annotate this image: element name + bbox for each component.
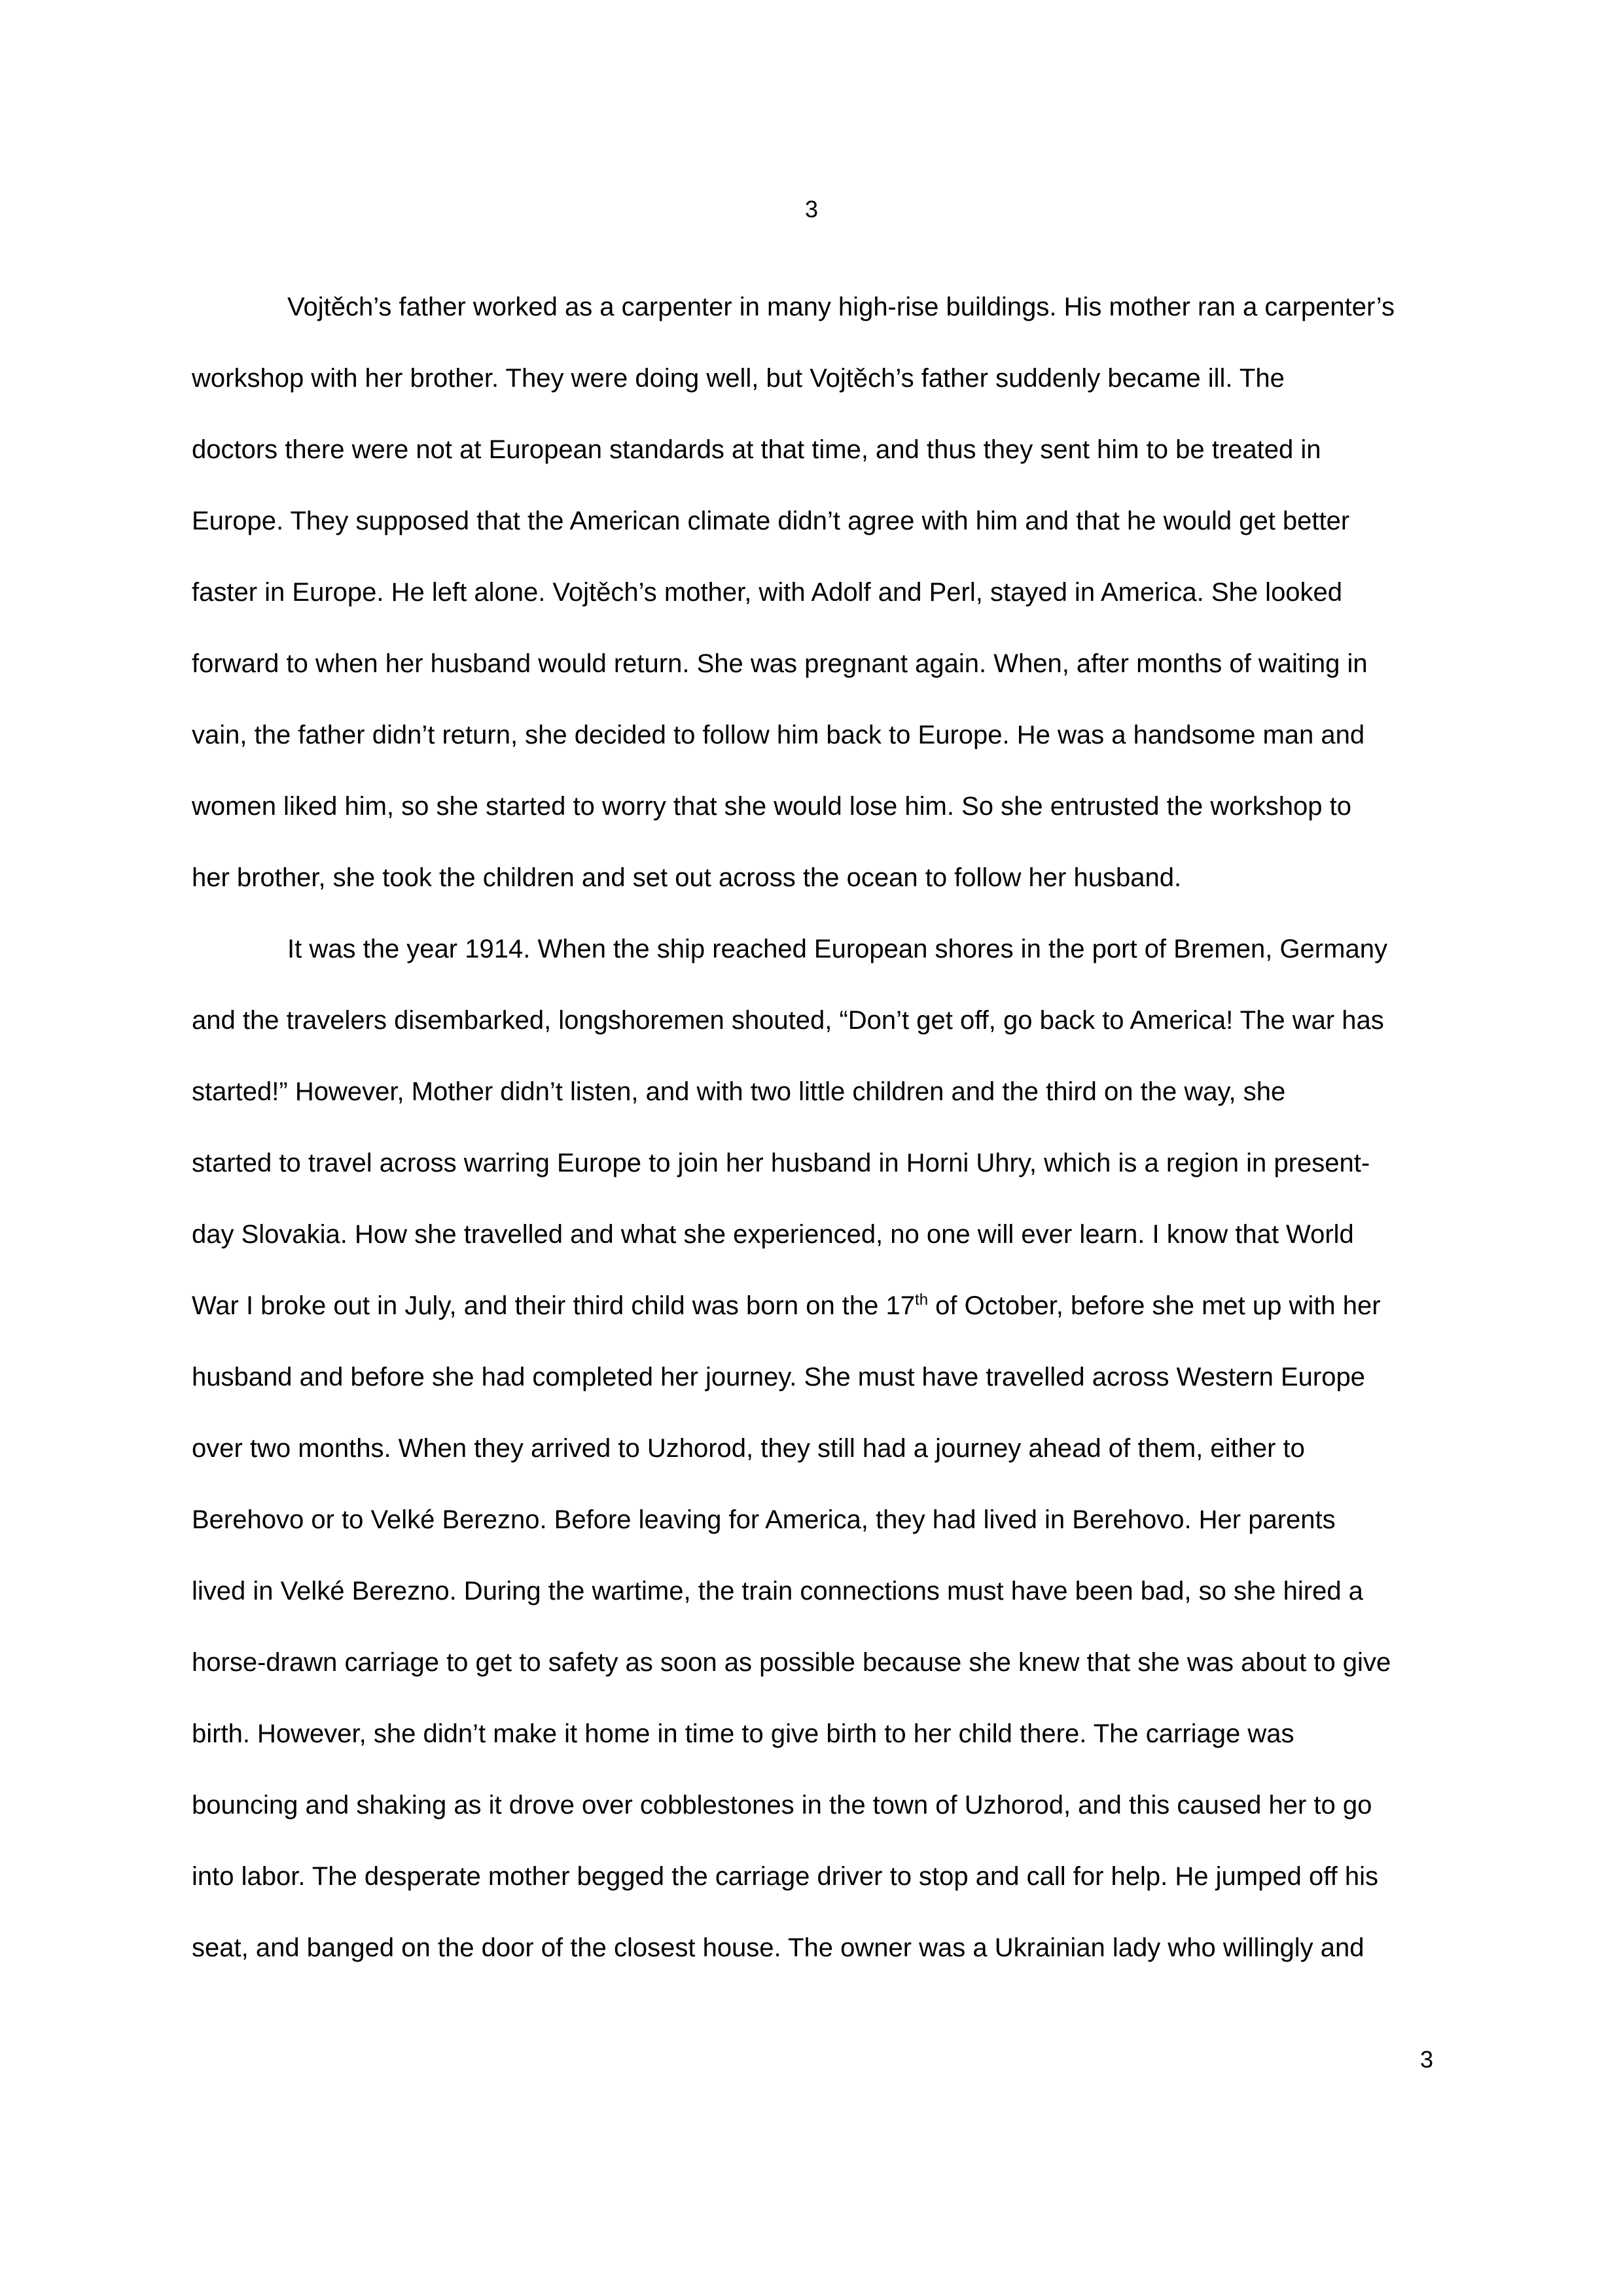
- text-line: Europe. They supposed that the American climate didn’t agree with him and that he would get better: [192, 507, 1350, 535]
- text-line: into labor. The desperate mother begged the carriage driver to stop and call for help. He jumped off his: [192, 1862, 1378, 1891]
- text-line: It was the year 1914. When the ship reached European shores in the port of Bremen, Germany: [287, 935, 1387, 963]
- text-line: started to travel across warring Europe to join her husband in Horni Uhry, which is a region in present-: [192, 1149, 1370, 1177]
- text-line: day Slovakia. How she travelled and what she experienced, no one will ever learn. I know that World: [192, 1220, 1354, 1249]
- text-line: her brother, she took the children and set out across the ocean to follow her husband.: [192, 863, 1182, 892]
- text-line: Berehovo or to Velké Berezno. Before leaving for America, they had lived in Berehovo. Her parents: [192, 1505, 1336, 1534]
- ordinal-superscript: th: [915, 1291, 929, 1309]
- header-page-number: 3: [804, 196, 819, 223]
- document-body: [192, 287, 1435, 1999]
- text-line: bouncing and shaking as it drove over cobblestones in the town of Uzhorod, and this caused her to go: [192, 1791, 1372, 1820]
- text-line: vain, the father didn’t return, she decided to follow him back to Europe. He was a handsome man and: [192, 721, 1365, 749]
- text-line: seat, and banged on the door of the closest house. The owner was a Ukrainian lady who willingly and: [192, 1933, 1364, 1962]
- text-line: women liked him, so she started to worry that she would lose him. So she entrusted the workshop to: [192, 792, 1351, 821]
- text-segment: of October, before she met up with her: [928, 1291, 1381, 1320]
- footer-page-number: 3: [1419, 2046, 1433, 2073]
- text-line: horse-drawn carriage to get to safety as soon as possible because she knew that she was about to give: [192, 1648, 1391, 1677]
- text-line: birth. However, she didn’t make it home in time to give birth to her child there. The carriage was: [192, 1719, 1294, 1748]
- text-line-with-superscript: [192, 1285, 1435, 1357]
- text-line: started!” However, Mother didn’t listen, and with two little children and the third on the way, she: [192, 1077, 1286, 1106]
- text-line: faster in Europe. He left alone. Vojtěch’s mother, with Adolf and Perl, stayed in America. She looked: [192, 578, 1343, 607]
- text-segment: War I broke out in July, and their third child was born on the 17: [192, 1291, 916, 1320]
- text-line: lived in Velké Berezno. During the wartime, the train connections must have been bad, so she hired a: [192, 1577, 1363, 1605]
- text-line: doctors there were not at European standards at that time, and thus they sent him to be treated in: [192, 435, 1321, 464]
- text-line: Vojtěch’s father worked as a carpenter in many high-rise buildings. His mother ran a carpenter’s: [287, 293, 1395, 321]
- text-line: and the travelers disembarked, longshoremen shouted, “Don’t get off, go back to America! The war has: [192, 1006, 1384, 1035]
- text-line: forward to when her husband would return. She was pregnant again. When, after months of waiting in: [192, 649, 1368, 678]
- text-line: over two months. When they arrived to Uzhorod, they still had a journey ahead of them, either to: [192, 1434, 1305, 1463]
- text-line: workshop with her brother. They were doing well, but Vojtěch’s father suddenly became ill. The: [192, 364, 1285, 393]
- text-line: husband and before she had completed her journey. She must have travelled across Western Europe: [192, 1363, 1365, 1391]
